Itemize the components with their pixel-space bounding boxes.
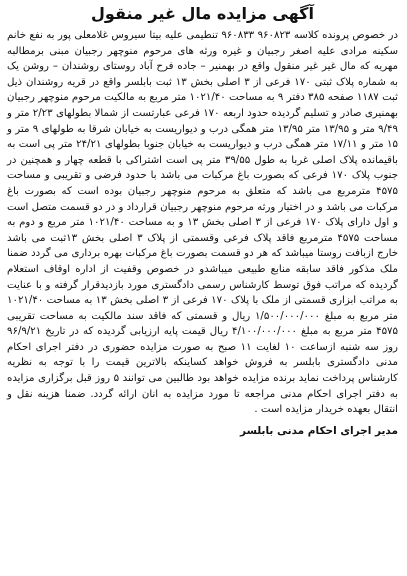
notice-signature: مدیر اجرای احکام مدنی بابلسر: [240, 424, 398, 437]
notice-title: آگهی مزایده مال غیر منقول: [91, 4, 314, 23]
notice-body: در خصوص پرونده کلاسه ۹۶۰۸۲۳ ۹۶۰۸۳۳ تنطیمی علیه بیتا سیروس غلامعلی پور به نفع خانم سکینه مرادی علیه اصغر رجبیان و غیره ورثه های مرحوم منوچهر رجبیان مبنی برمطالبه مهریه که مال غیر غیر منقول واقع در بهمنیر – جاده فرح آباد روستای روشندان – روشن یک به شماره پلاک ثبتی ۱۷۰ فرعی از ۳ اصلی بخش ۱۳ ثبت بابلسر واقع در قریه روشندان ذیل ثبت ۱۱۸۷ صفحه ۳۸۵ دفتر ۹ به مساحت ۱۰۲۱/۴۰ متر مربع به مالکیت مرحوم منوچهر رجبیان بهمنیری صادر و تسلیم گردیده حدود اربعه ۱۷۰ فرعی عبارتست از شمالا بطولهای ۲/۲۳ متر و ۹/۴۹ متر و ۱۳/۹۵ متر ۱۳/۹۵ متر همگی درب و دیواریست به خیابان شرقا به طولهای ۹ متر و ۱۵ متر و ۱۷/۱۱ متر همگی درب و دیواریست به خیابان جنوبا بطولهای ۲۴/۲۱ متر پی است به باقیمانده پلاک اصلی غربا به طول ۳۹/۵۵ متر پی است اشتراکی با قطعه چهار و همچنین در جنوب پلاک ۱۷۰ فرعی که بصورت باغ مرکبات می باشد با حدود فرضی و تقریبی و مساحت ۴۵۷۵ مترمربع می باشد که متعلق به مرحوم منوچهر رجبیان بوده است که بصورت باغ مرکبات می باشد و در اختیار ورثه مرحوم منوچهر رجبیان قرارداد و در دو قسمت متصل است و اول دارای پلاک ۱۷۰ فرعی از ۳ اصلی بخش ۱۳ و به مساحت ۱۰۲۱/۴۰ متر مربع و دوم به مساحت ۴۵۷۵ مترمربع فاقد پلاک فرعی وقسمتی از پلاک ۳ اصلی بخش ۱۳ثبت می باشد خارج ازبافت روستا میباشد که هر دو قسمت بصورت باغ مرکبات بهره برداری می گردد ضمنا ملک مذکور فاقد سابقه منابع طبیعی میباشدو در خصوص وقفیت از اداره اوقاف استعلام گردیده که مراتب فوق توسط کارشناس رسمی دادگستری مورد بازدیدقرار گرفته و با عنایت به مراتب ابزاری قسمتی از ملک با پلاک ۱۷۰ فرعی از ۳ اصلی بخش ۱۳ به مساحت ۱۰۲۱/۴۰ متر مربع به مبلغ ۱/۵۰۰/۰۰۰/۰۰۰ ریال و قسمتی که فاقد سند مالکیت به مساحت تقریبی ۴۵۷۵ متر مربع به مبلغ ۴/۱۰۰/۰۰۰/۰۰۰ ریال قیمت پایه ارزیابی گردیده که در تاریخ ۹۶/۹/۲۱ روز سه شنبه ازساعت ۱۰ لغایت ۱۱ صبح به صورت مزایده حضوری در دفتر اجرای احکام مدنی دادگستری بابلسر به فروش خواهد کساینکه بالاترین قیمت را با توجه به نظریه کارشناس پرداخت نماید برنده مزایده خواهد بود طالبین می توانند ۵ روز قبل برگزاری مزایده به دفتر اجرای احکام مدنی مراجعه تا مورد مزایده به انان ارائه گردد. ضمنا هزینه نقل و انتقال بعهده خریدار مزایده است .: [7, 30, 399, 416]
